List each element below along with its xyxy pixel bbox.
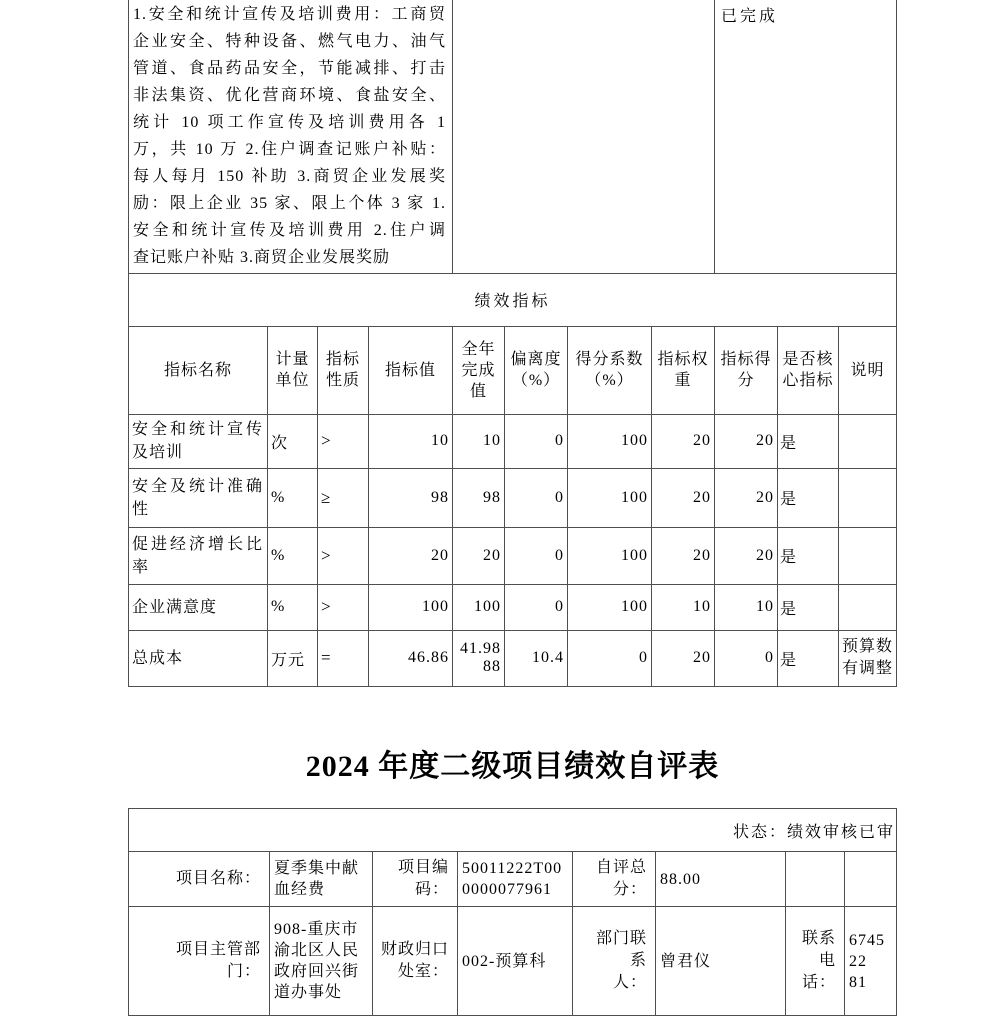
weight-cell: 20 <box>652 468 715 527</box>
deviation-cell: 0 <box>505 584 568 630</box>
self-score-label: 自评总 分： <box>573 852 656 907</box>
performance-indicators-table <box>128 0 897 687</box>
target-cell: 98 <box>369 468 453 527</box>
unit-cell: % <box>268 468 318 527</box>
project-info-table <box>128 808 897 1016</box>
actual-cell: 41.98 88 <box>453 630 505 686</box>
indicator-row <box>129 630 897 686</box>
col-header-actual: 全年 完成 值 <box>453 326 505 414</box>
deviation-cell: 0 <box>505 414 568 468</box>
deviation-cell: 0 <box>505 527 568 584</box>
note-cell <box>839 414 897 468</box>
page-title: 2024 年度二级项目绩效自评表 <box>305 750 720 783</box>
unit-cell: % <box>268 584 318 630</box>
target-cell: 100 <box>369 584 453 630</box>
project-name-value: 夏季集中献 血经费 <box>270 852 373 907</box>
score-coef-cell: 100 <box>568 527 652 584</box>
weight-cell: 20 <box>652 630 715 686</box>
score-coef-cell: 0 <box>568 630 652 686</box>
project-description-cell: 1.安全和统计宣传及培训费用：工商贸 企业安全、特种设备、燃气电力、油气 管道、食品药品安全，节能减排、打击 非法集资、优化营商环境、食盐安全、 统计 10 项工作宣传及培训费用各 1 万，共 10 万 2.住户调查记账户补贴： 每人每月 150 补助 3.商贸企业发展奖 励：限上企业 35 家、限上个体 3 家 1. 安全和统计宣传及培训费用 2.住户调 查记账户补贴 3.商贸企业发展奖励 <box>129 0 453 273</box>
indicator-name-cell: 企业满意度 <box>129 584 268 630</box>
completion-empty-cell <box>453 0 715 273</box>
indicator-name-cell: 安全及统计准确 性 <box>129 468 268 527</box>
col-header-target: 指标值 <box>369 326 453 414</box>
indicator-row <box>129 584 897 630</box>
score-coef-cell: 100 <box>568 584 652 630</box>
deviation-cell: 0 <box>505 468 568 527</box>
col-header-weight: 指标权 重 <box>652 326 715 414</box>
nature-cell: > <box>318 414 369 468</box>
note-cell <box>839 527 897 584</box>
score-cell: 0 <box>715 630 778 686</box>
empty-cell <box>845 852 897 907</box>
actual-cell: 10 <box>453 414 505 468</box>
col-header-unit: 计量 单位 <box>268 326 318 414</box>
deviation-cell: 10.4 <box>505 630 568 686</box>
completion-row <box>129 0 897 273</box>
col-header-note: 说明 <box>839 326 897 414</box>
completion-status-cell: 已完成 <box>715 0 897 273</box>
nature-cell: ≥ <box>318 468 369 527</box>
note-cell <box>839 468 897 527</box>
col-header-indicator-name: 指标名称 <box>129 326 268 414</box>
section-header-row <box>129 273 897 326</box>
status-row <box>129 809 897 852</box>
project-row-2 <box>129 907 897 1016</box>
project-name-label: 项目名称： <box>129 852 270 907</box>
nature-cell: = <box>318 630 369 686</box>
indicator-name-cell: 总成本 <box>129 630 268 686</box>
score-coef-cell: 100 <box>568 414 652 468</box>
status-text: 状态：绩效审核已审 <box>129 809 897 852</box>
project-row-1 <box>129 852 897 907</box>
col-header-score-coef: 得分系数 （%） <box>568 326 652 414</box>
score-cell: 20 <box>715 527 778 584</box>
self-score-value: 88.00 <box>656 852 786 907</box>
project-code-label: 项目编 码： <box>373 852 458 907</box>
unit-cell: % <box>268 527 318 584</box>
indicator-row <box>129 414 897 468</box>
indicator-row <box>129 468 897 527</box>
note-cell <box>839 584 897 630</box>
weight-cell: 20 <box>652 414 715 468</box>
dept-value: 908-重庆市 渝北区人民 政府回兴街 道办事处 <box>270 907 373 1016</box>
finance-office-label: 财政归口 处室： <box>373 907 458 1016</box>
indicator-name-cell: 安全和统计宣传 及培训 <box>129 414 268 468</box>
indicator-name-cell: 促进经济增长比 率 <box>129 527 268 584</box>
actual-cell: 100 <box>453 584 505 630</box>
target-cell: 46.86 <box>369 630 453 686</box>
unit-cell: 万元 <box>268 630 318 686</box>
phone-value: 674522 81 <box>845 907 897 1016</box>
project-code-value: 50011222T00 0000077961 <box>458 852 573 907</box>
core-indicator-cell: 是 <box>778 468 839 527</box>
actual-cell: 98 <box>453 468 505 527</box>
score-coef-cell: 100 <box>568 468 652 527</box>
col-header-score: 指标得 分 <box>715 326 778 414</box>
contact-label: 部门联系 人： <box>573 907 656 1016</box>
nature-cell: > <box>318 584 369 630</box>
note-cell: 预算数 有调整 <box>839 630 897 686</box>
weight-cell: 20 <box>652 527 715 584</box>
nature-cell: > <box>318 527 369 584</box>
weight-cell: 10 <box>652 584 715 630</box>
core-indicator-cell: 是 <box>778 414 839 468</box>
contact-value: 曾君仪 <box>656 907 786 1016</box>
score-cell: 10 <box>715 584 778 630</box>
phone-label: 联系 电 话： <box>786 907 845 1016</box>
score-cell: 20 <box>715 468 778 527</box>
finance-office-value: 002-预算科 <box>458 907 573 1016</box>
core-indicator-cell: 是 <box>778 527 839 584</box>
indicators-header-row <box>129 326 897 414</box>
col-header-nature: 指标 性质 <box>318 326 369 414</box>
score-cell: 20 <box>715 414 778 468</box>
unit-cell: 次 <box>268 414 318 468</box>
target-cell: 20 <box>369 527 453 584</box>
dept-label: 项目主管部 门： <box>129 907 270 1016</box>
core-indicator-cell: 是 <box>778 630 839 686</box>
empty-cell <box>786 852 845 907</box>
col-header-core: 是否核 心指标 <box>778 326 839 414</box>
performance-section-title: 绩效指标 <box>129 273 897 326</box>
col-header-deviation: 偏离度 （%） <box>505 326 568 414</box>
core-indicator-cell: 是 <box>778 584 839 630</box>
indicator-row <box>129 527 897 584</box>
actual-cell: 20 <box>453 527 505 584</box>
target-cell: 10 <box>369 414 453 468</box>
